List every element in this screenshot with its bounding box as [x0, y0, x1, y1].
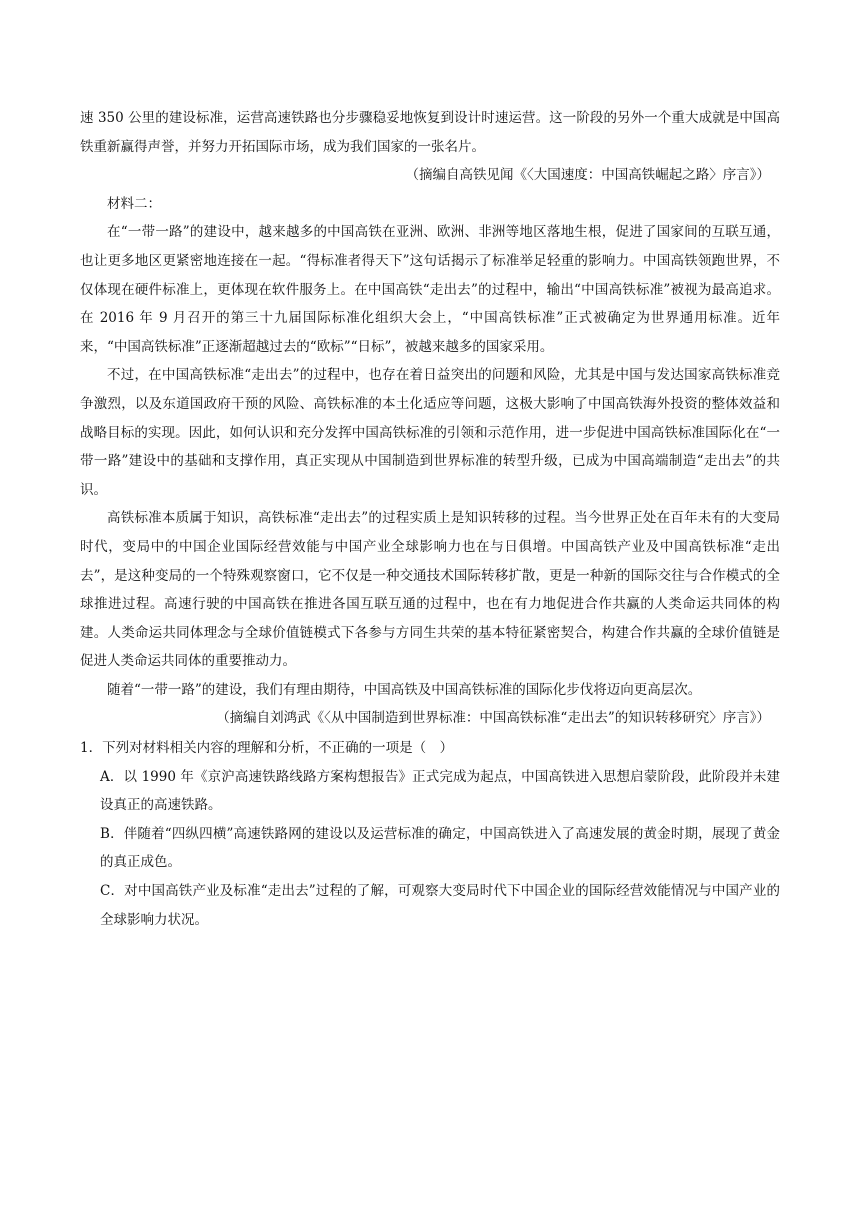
option-a-text: 以 1990 年《京沪高速铁路线路方案构想报告》正式完成为起点，中国高铁进入思想启蒙阶段，此阶段并未建设真正的高速铁路。 — [100, 768, 780, 814]
material-two-source: （摘编自刘鸿武《〈从中国制造到世界标准：中国高铁标准“走出去”的知识转移研究〉序言》） — [216, 710, 770, 727]
option-c-label: C． — [100, 883, 125, 900]
material-two-paragraph-1: 在“一带一路”的建设中，越来越多的中国高铁在亚洲、欧洲、非洲等地区落地生根，促进了国家间的互联互通，也让更多地区更紧密地连接在一起。“得标准者得天下”这句话揭示了标准举足轻重的影响力。中国高铁领跑世界，不仅体现在硬件标准上，更体现在软件服务上。在中国高铁“走出去”的过程中，输出“中国高铁标准”被视为最高追求。在 2016 年 9 月召开的第三十九届国际标准化组织大会上，“中国高铁标准”正式被确定为世界通用标准。近年来，“中国高铁标准”正逐渐超越过去的“欧标”“日标”，被越来越多的国家采用。 — [80, 224, 780, 355]
option-c — [80, 877, 780, 934]
option-a — [80, 763, 780, 820]
material-two-paragraph-2: 不过，在中国高铁标准“走出去”的过程中，也存在着日益突出的问题和风险，尤其是中国与发达国家高铁标准竞争激烈，以及东道国政府干预的风险、高铁标准的本土化适应等问题，这极大影响了中国高铁海外投资的整体效益和战略目标的实现。因此，如何认识和充分发挥中国高铁标准的引领和示范作用，进一步促进中国高铁标准国际化在“一带一路”建设中的基础和支撑作用，真正实现从中国制造到世界标准的转型升级，已成为中国高端制造“走出去”的共识。 — [80, 367, 780, 498]
question-1-stem: 1．下列对材料相关内容的理解和分析，不正确的一项是（ ） — [80, 740, 454, 757]
material-two-heading: 材料二： — [107, 195, 161, 212]
material-one-continuation: 速 350 公里的建设标准，运营高速铁路也分步骤稳妥地恢复到设计时速运营。这一阶段的另外一个重大成就是中国高铁重新赢得声誉，并努力开拓国际市场，成为我们国家的一张名片。 — [80, 110, 780, 155]
material-two-paragraph-4: 随着“一带一路”的建设，我们有理由期待，中国高铁及中国高铁标准的国际化步伐将迈向更高层次。 — [107, 681, 702, 698]
option-b-text: 伴随着“四纵四横”高速铁路网的建设以及运营标准的确定，中国高铁进入了高速发展的黄金时期，展现了黄金的真正成色。 — [100, 825, 781, 871]
option-a-label: A． — [100, 768, 124, 785]
material-one-source: （摘编自高铁见闻《〈大国速度：中国高铁崛起之路〉序言》） — [405, 167, 770, 184]
option-c-text: 对中国高铁产业及标准“走出去”过程的了解，可观察大变局时代下中国企业的国际经营效能情况与中国产业的全球影响力状况。 — [100, 883, 780, 928]
material-two-paragraph-3: 高铁标准本质属于知识，高铁标准“走出去”的过程实质上是知识转移的过程。当今世界正处在百年未有的大变局时代，变局中的中国企业国际经营效能与中国产业全球影响力也在与日俱增。中国高铁产业及中国高铁标准“走出去”，是这种变局的一个特殊观察窗口，它不仅是一种交通技术国际转移扩散，更是一种新的国际交往与合作模式的全球推进过程。高速行驶的中国高铁在推进各国互联互通的过程中，也在有力地促进合作共赢的人类命运共同体的构建。人类命运共同体理念与全球价值链模式下各参与方同生共荣的基本特征紧密契合，构建合作共赢的全球价值链是促进人类命运共同体的重要推动力。 — [80, 510, 780, 670]
option-b-label: B． — [100, 825, 124, 842]
option-b — [80, 820, 780, 877]
